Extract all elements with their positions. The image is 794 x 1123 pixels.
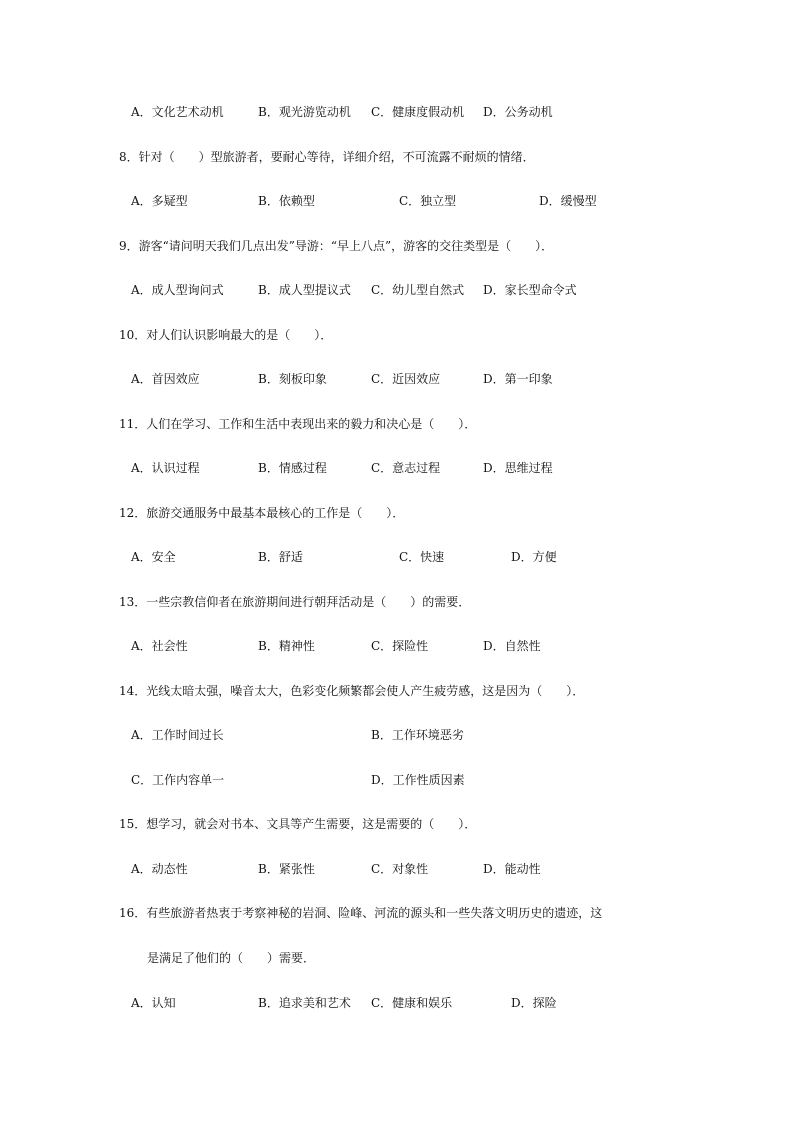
option-b: B．依赖型 xyxy=(258,194,315,208)
question-11-text: 11．人们在学习、工作和生活中表现出来的毅力和决心是（ ）． xyxy=(119,417,477,431)
option-d: D．能动性 xyxy=(483,862,541,876)
option-d: D．第一印象 xyxy=(483,372,553,386)
option-d: D．家长型命令式 xyxy=(483,283,577,297)
option-a: A．成人型询问式 xyxy=(131,283,224,297)
option-d: D．探险 xyxy=(511,996,557,1010)
option-c: C．快速 xyxy=(399,550,445,564)
option-a: A．首因效应 xyxy=(131,372,200,386)
question-15-text: 15．想学习，就会对书本、文具等产生需要，这是需要的（ ）． xyxy=(119,817,477,831)
option-c: C．对象性 xyxy=(371,862,429,876)
question-10-text: 10．对人们认识影响最大的是（ ）． xyxy=(119,328,333,342)
option-c: C．探险性 xyxy=(371,639,429,653)
option-b: B．舒适 xyxy=(258,550,303,564)
option-c: C．健康和娱乐 xyxy=(371,996,453,1010)
option-a: A．文化艺术动机 xyxy=(131,105,224,119)
option-c: C．近因效应 xyxy=(371,372,441,386)
option-d: D．思维过程 xyxy=(483,461,553,475)
option-b: B．情感过程 xyxy=(258,461,327,475)
option-b: B．成人型提议式 xyxy=(258,283,351,297)
question-9-text: 9．游客“请问明天我们几点出发”导游：“早上八点”，游客的交往类型是（ ）． xyxy=(119,239,554,253)
option-c: C．独立型 xyxy=(399,194,457,208)
option-d: D．工作性质因素 xyxy=(371,773,465,787)
option-a: A．工作时间过长 xyxy=(131,728,224,742)
option-c: C．幼儿型自然式 xyxy=(371,283,465,297)
option-b: B．追求美和艺术 xyxy=(258,996,351,1010)
option-a: A．安全 xyxy=(131,550,176,564)
option-d: D．公务动机 xyxy=(483,105,553,119)
option-b: B．工作环境恶劣 xyxy=(371,728,464,742)
option-c: C．意志过程 xyxy=(371,461,441,475)
option-b: B．观光游览动机 xyxy=(258,105,351,119)
option-b: B．刻板印象 xyxy=(258,372,327,386)
option-a: A．认知 xyxy=(131,996,176,1010)
question-14-text: 14．光线太暗太强，噪音太大，色彩变化频繁都会使人产生疲劳感，这是因为（ ）． xyxy=(119,684,585,698)
question-13-text: 13．一些宗教信仰者在旅游期间进行朝拜活动是（ ）的需要． xyxy=(119,595,471,609)
option-c: C．健康度假动机 xyxy=(371,105,465,119)
option-d: D．缓慢型 xyxy=(539,194,597,208)
option-a: A．动态性 xyxy=(131,862,188,876)
option-a: A．多疑型 xyxy=(131,194,188,208)
option-b: B．精神性 xyxy=(258,639,315,653)
question-16-text: 16．有些旅游者热衷于考察神秘的岩洞、险峰、河流的源头和一些失落文明历史的遗迹，这 xyxy=(119,906,603,920)
question-12-text: 12．旅游交通服务中最基本最核心的工作是（ ）． xyxy=(119,506,405,520)
option-a: A．认识过程 xyxy=(131,461,200,475)
option-b: B．紧张性 xyxy=(258,862,315,876)
question-8-text: 8．针对（ ）型旅游者，要耐心等待，详细介绍，不可流露不耐烦的情绪． xyxy=(119,150,535,164)
option-d: D．方便 xyxy=(511,550,557,564)
option-d: D．自然性 xyxy=(483,639,541,653)
question-16-text-continued: 是满足了他们的（ ）需要． xyxy=(147,951,316,965)
option-a: A．社会性 xyxy=(131,639,188,653)
option-c: C．工作内容单一 xyxy=(131,773,225,787)
